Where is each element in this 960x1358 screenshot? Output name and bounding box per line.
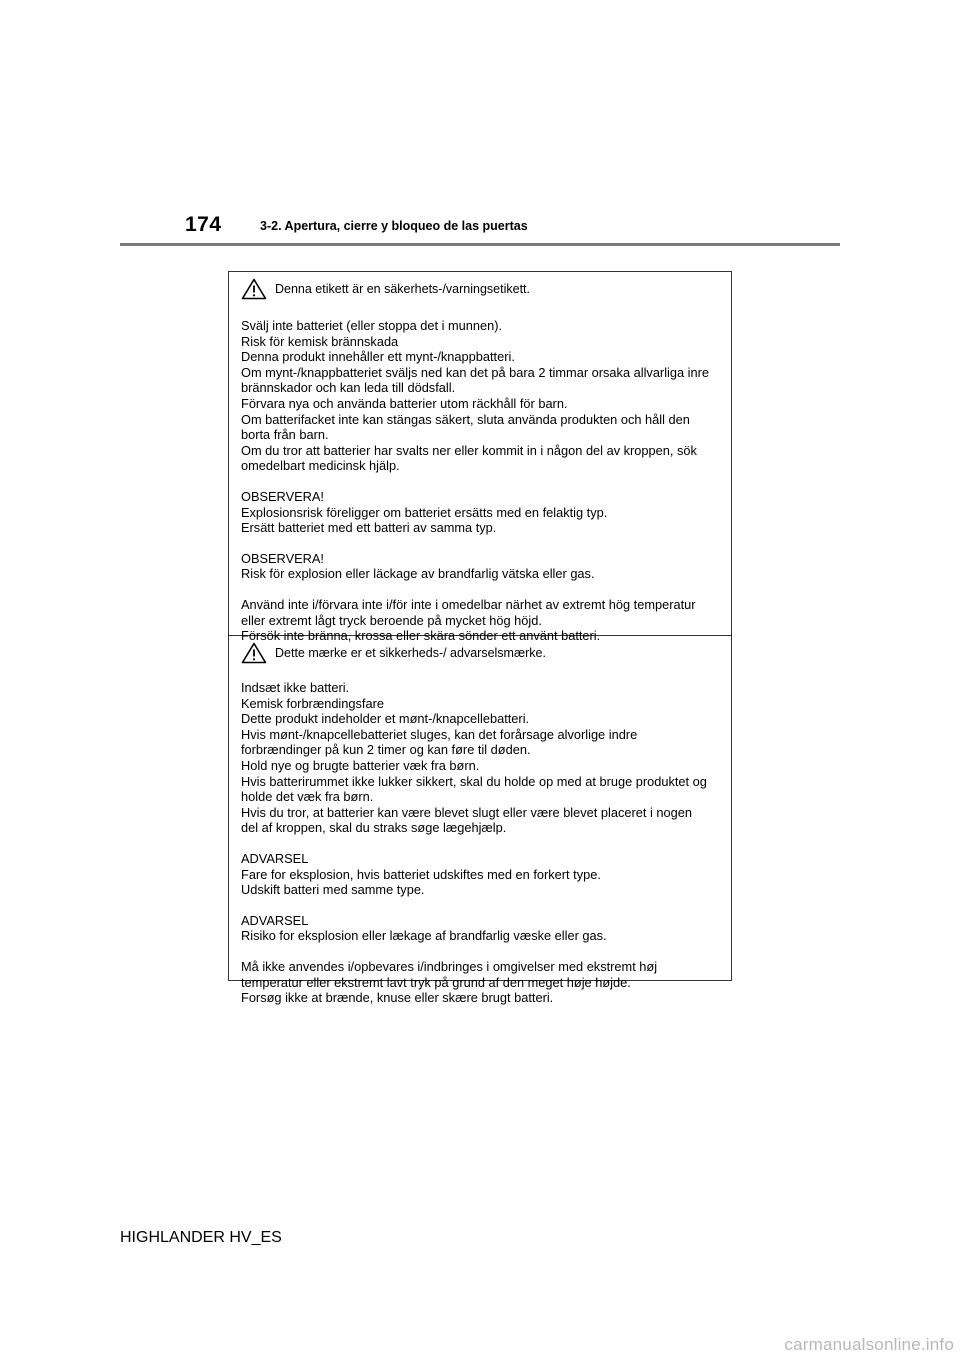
warning-heading [241,276,723,302]
label-paragraph [241,680,723,836]
warning-triangle-icon [241,642,267,664]
label-text-line: forbrændinger på kun 2 timer og kan føre til døden. [241,742,531,758]
label-paragraph [241,851,723,898]
label-text-line: Dette produkt indeholder et mønt-/knapcellebatteri. [241,711,530,727]
label-text-line: Indsæt ikke batteri. [241,680,350,695]
label-text-line: Risk för kemisk brännskada [241,333,399,349]
warning-heading-text: Denna etikett är en säkerhets-/varningsetikett. [275,282,530,296]
label-text-line: Om mynt-/knappbatteriet sväljs ned kan det på bara 2 timmar orsaka allvarliga inre [241,364,710,380]
header-divider [120,243,840,246]
label-text-line: borta från barn. [241,427,329,443]
label-text-line: Må ikke anvendes i/opbevares i/indbringes i omgivelser med ekstremt høj [241,958,658,974]
label-text-line: Denna produkt innehåller ett mynt-/knappbatteri. [241,349,515,365]
label-text-line: OBSERVERA! [241,488,324,504]
footer-model-name: HIGHLANDER HV_ES [120,1229,282,1246]
label-paragraph [241,489,723,536]
label-text-line: ADVARSEL [241,912,309,928]
label-paragraph [241,913,723,944]
label-text-line: eller extremt lågt tryck beroende på mycket hög höjd. [241,612,542,628]
label-text-line: holde det væk fra børn. [241,789,374,805]
label-paragraph [241,318,723,474]
page-number: 174 [185,213,222,236]
section-title: 3-2. Apertura, cierre y bloqueo de las puertas [260,219,528,233]
label-text-line: del af kroppen, skal du straks søge lægehjælp. [241,820,507,836]
label-text-line: OBSERVERA! [241,550,324,566]
label-text-line: Forsøg ikke at brænde, knuse eller skære brugt batteri. [241,990,554,1006]
label-text-line: ADVARSEL [241,850,309,866]
warning-triangle-icon [241,278,267,300]
label-text-line: Risk för explosion eller läckage av brandfarlig vätska eller gas. [241,566,595,582]
warning-heading [241,640,723,666]
label-body-swedish [241,318,723,644]
label-text-line: Försök inte bränna, krossa eller skära sönder ett använt batteri. [241,628,601,644]
label-panel-swedish [229,272,731,644]
label-text-line: Udskift batteri med samme type. [241,882,425,898]
label-text-line: Använd inte i/förvara inte i/för inte i omedelbar närhet av extremt hög temperatur [241,596,696,612]
label-panel-danish [229,636,731,1006]
label-paragraph [241,551,723,582]
label-text-line: temperatur eller ekstremt lavt tryk på grund af den meget høje højde. [241,974,631,990]
label-text-line: Risiko for eksplosion eller lækage af brandfarlig væske eller gas. [241,928,607,944]
label-text-line: Om du tror att batterier har svalts ner eller kommit in i någon del av kroppen, sök [241,442,697,458]
label-paragraph [241,959,723,1006]
label-text-line: brännskador och kan leda till dödsfall. [241,380,456,396]
warning-heading-text: Dette mærke er et sikkerheds-/ advarselsmærke. [275,646,546,660]
label-text-line: Kemisk forbrændingsfare [241,695,384,711]
label-text-line: Om batterifacket inte kan stängas säkert, sluta använda produkten och håll den [241,411,690,427]
label-text-line: omedelbart medicinsk hjälp. [241,458,400,474]
label-text-line: Svälj inte batteriet (eller stoppa det i munnen). [241,318,503,333]
label-text-line: Explosionsrisk föreligger om batteriet ersätts med en felaktig typ. [241,504,608,520]
label-text-line: Ersätt batteriet med ett batteri av samma typ. [241,520,497,536]
label-text-line: Hvis batterirummet ikke lukker sikkert, skal du holde op med at bruge produktet og [241,773,707,789]
label-text-line: Hold nye og brugte batterier væk fra børn. [241,757,480,773]
label-text-line: Fare for eksplosion, hvis batteriet udskiftes med en forkert type. [241,866,601,882]
label-body-danish [241,680,723,1006]
label-text-line: Hvis mønt-/knapcellebatteriet sluges, kan det forårsage alvorlige indre [241,726,638,742]
watermark: carmanualsonline.info [784,1335,954,1354]
battery-safety-label [228,271,732,1006]
label-text-line: Förvara nya och använda batterier utom räckhåll för barn. [241,395,568,411]
label-text-line: Hvis du tror, at batterier kan være blevet slugt eller være blevet placeret i nogen [241,804,692,820]
